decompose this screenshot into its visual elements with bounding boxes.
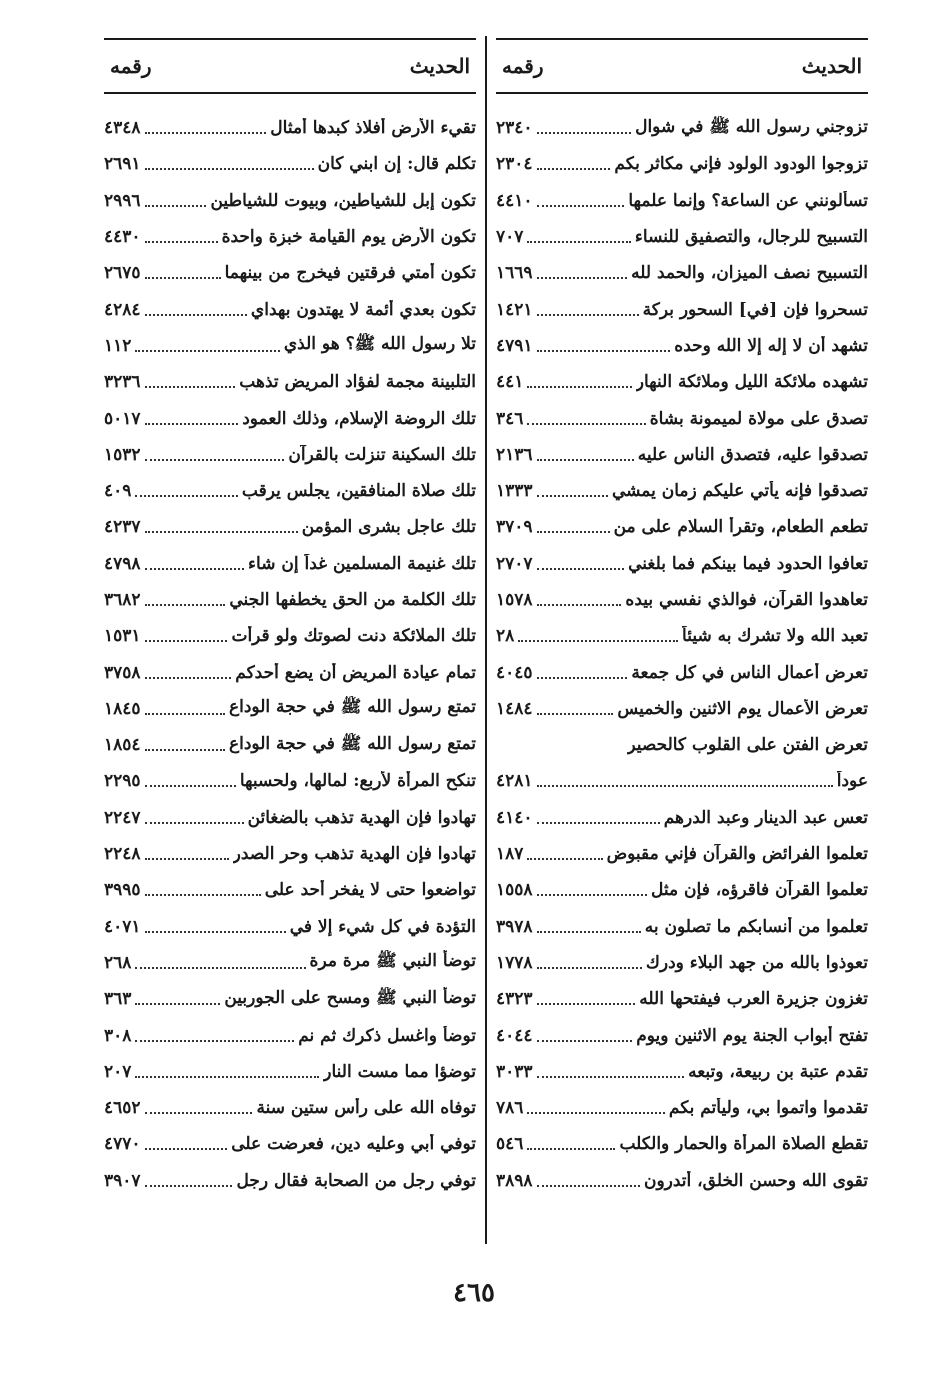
hadith-text: التؤدة في كل شيء إلا في: [289, 916, 476, 937]
leader-dots: [145, 423, 239, 425]
hadith-text: التسبيح نصف الميزان، والحمد لله: [631, 263, 868, 284]
index-entry: [496, 909, 868, 945]
hadith-number: ٣٨٩٨: [496, 1170, 533, 1191]
leader-dots: [135, 1040, 294, 1042]
hadith-number: ٤٠٩: [104, 481, 132, 502]
hadith-text: تصدقوا عليه، فتصدق الناس عليه: [637, 444, 868, 465]
hadith-text: تعوذوا بالله من جهد البلاء ودرك: [645, 952, 868, 973]
leader-dots: [537, 822, 660, 824]
hadith-text: توضأ النبي ﷺ مرة مرة: [309, 951, 476, 972]
hadith-number: ٢٦٨: [104, 952, 132, 973]
hadith-text: تصدقوا فإنه يأتي عليكم زمان يمشي: [611, 481, 868, 502]
leader-dots: [527, 1148, 615, 1150]
hadith-number: ١٨٤٥: [104, 698, 141, 719]
hadith-number: ٢٣٠٤: [496, 154, 533, 175]
hadith-text: التلبينة مجمة لفؤاد المريض تذهب: [239, 372, 476, 393]
hadith-text: تزوجوا الودود الولود فإني مكاثر بكم: [614, 154, 868, 175]
index-entry: [104, 872, 476, 908]
hadith-number: ٣٠٣٣: [496, 1061, 533, 1082]
hadith-number: ٣٩٧٨: [496, 916, 533, 937]
hadith-number: ١٤٢١: [496, 299, 533, 320]
index-entry: [496, 146, 868, 182]
hadith-number: ٢٨: [496, 626, 515, 647]
index-entry: [104, 509, 476, 545]
hadith-number: ١٨٧: [496, 844, 524, 865]
hadith-text: تقدموا واتموا بي، وليأتم بكم: [668, 1098, 868, 1119]
index-entry: [496, 981, 868, 1017]
index-entry: [496, 110, 868, 146]
hadith-text: تلك السكينة تنزلت بالقرآن: [288, 444, 476, 465]
index-entry: [496, 654, 868, 690]
hadith-number: ٤٣٢٣: [496, 989, 533, 1010]
index-entry: [496, 255, 868, 291]
hadith-number: ٤٧٩٨: [104, 553, 141, 574]
leader-dots: [145, 531, 298, 533]
index-entry: [104, 763, 476, 799]
hadith-text: تكون إبل للشياطين، وبيوت للشياطين: [210, 190, 476, 211]
leader-dots: [145, 132, 267, 134]
leader-dots: [537, 314, 639, 316]
leader-dots: [537, 894, 647, 896]
index-entry: [104, 546, 476, 582]
hadith-number: ٧٠٧: [496, 227, 524, 248]
leader-dots: [537, 785, 833, 787]
index-entry: [496, 872, 868, 908]
index-entry: [104, 727, 476, 763]
hadith-text: توفي رجل من الصحابة فقال رجل: [236, 1170, 476, 1191]
hadith-number: ١٥٣٢: [104, 444, 141, 465]
leader-dots: [537, 604, 622, 606]
index-entry: [496, 219, 868, 255]
leader-dots: [537, 277, 628, 279]
right-column-header: [496, 38, 868, 94]
leader-dots: [145, 568, 245, 570]
index-entry: [104, 1090, 476, 1126]
hadith-text: تلك عاجل بشرى المؤمن: [301, 517, 476, 538]
index-entry: [496, 400, 868, 436]
left-column: [104, 38, 476, 1199]
hadith-text: تصدق على مولاة لميمونة بشاة: [649, 408, 868, 429]
index-entry: [496, 473, 868, 509]
hadith-text: تقيء الأرض أفلاذ كبدها أمثال: [270, 118, 476, 139]
leader-dots: [527, 1112, 664, 1114]
hadith-number: ٢٦٧٥: [104, 263, 141, 284]
hadith-number: ٢٢٤٧: [104, 807, 141, 828]
leader-dots: [145, 931, 286, 933]
index-entry: [496, 509, 868, 545]
hadith-number: ٤٠٤٤: [496, 1025, 533, 1046]
leader-dots: [135, 967, 305, 969]
hadith-text: عوداً: [836, 771, 868, 792]
hadith-text: تلك الروضة الإسلام، وذلك العمود: [242, 408, 476, 429]
leader-dots: [145, 677, 232, 679]
index-entry: [496, 1126, 868, 1162]
hadith-number: ٢٧٠٧: [496, 553, 533, 574]
hadith-text: تزوجني رسول الله ﷺ في شوال: [635, 116, 868, 137]
leader-dots: [145, 277, 221, 279]
hadith-text: تلك الكلمة من الحق يخطفها الجني: [229, 590, 476, 610]
index-entry: [496, 291, 868, 327]
hadith-number: ٧٨٦: [496, 1098, 524, 1119]
index-entry: [104, 328, 476, 364]
number-header: رقمه: [502, 54, 544, 78]
hadith-text: تهادوا فإن الهدية تذهب وحر الصدر: [232, 844, 476, 865]
hadith-header: الحديث: [801, 54, 862, 78]
hadith-number: ٢٩٩٦: [104, 190, 141, 211]
hadith-text: تفتح أبواب الجنة يوم الاثنين ويوم: [636, 1025, 868, 1046]
hadith-text: تواضعوا حتى لا يفخر أحد على: [264, 880, 476, 901]
hadith-text: توضأ النبي ﷺ ومسح على الجوربين: [224, 987, 476, 1008]
index-entry: [496, 1017, 868, 1053]
index-entry: [496, 945, 868, 981]
leader-dots: [537, 1003, 636, 1005]
hadith-number: ٣٦٣: [104, 989, 132, 1010]
index-entry: [496, 437, 868, 473]
hadith-text: تهادوا فإن الهدية تذهب بالضغائن: [247, 807, 476, 828]
leader-dots: [135, 1003, 220, 1005]
index-entry: [104, 618, 476, 654]
hadith-text: تغزون جزيرة العرب فيفتحها الله: [639, 989, 868, 1010]
leader-dots: [145, 822, 244, 824]
hadith-number: ٤٤٣٠: [104, 227, 141, 248]
hadith-text: تنكح المرأة لأربع: لمالها، ولحسبها: [239, 771, 476, 792]
hadith-text: تسألونني عن الساعة؟ وإنما علمها: [628, 190, 868, 211]
index-entry: [496, 1090, 868, 1126]
hadith-number: ١٥٥٨: [496, 880, 533, 901]
leader-dots: [145, 640, 228, 642]
leader-dots: [145, 205, 207, 207]
leader-dots: [537, 677, 628, 679]
hadith-number: ٤٤١٠: [496, 190, 533, 211]
leader-dots: [135, 495, 237, 497]
hadith-text: تعافوا الحدود فيما بينكم فما بلغني: [628, 553, 868, 574]
hadith-number: ٢١٣٦: [496, 444, 533, 465]
hadith-text: تكون الأرض يوم القيامة خبزة واحدة: [221, 227, 476, 248]
leader-dots: [537, 459, 634, 461]
leader-dots: [537, 1185, 640, 1187]
index-entry: [104, 400, 476, 436]
hadith-number: ٢٦٩١: [104, 154, 141, 175]
hadith-text: تعرض أعمال الناس في كل جمعة: [631, 662, 868, 683]
leader-dots: [135, 350, 279, 352]
index-entry: [496, 1054, 868, 1090]
hadith-number: ٤٢٨١: [496, 771, 533, 792]
leader-dots: [145, 168, 314, 170]
index-entry: [104, 1017, 476, 1053]
index-entry: [496, 1163, 868, 1199]
leader-dots: [527, 423, 645, 425]
leader-dots: [537, 205, 625, 207]
leader-dots: [527, 858, 602, 860]
index-entry: [104, 110, 476, 146]
index-entry: [104, 1126, 476, 1162]
page-number: ٤٦٥: [453, 1278, 495, 1308]
hadith-text: تسحروا فإن [في] السحور بركة: [642, 299, 868, 320]
left-column-header: [104, 38, 476, 94]
number-header: رقمه: [110, 54, 152, 78]
hadith-text: تشهده ملائكة الليل وملائكة النهار: [635, 372, 868, 393]
leader-dots: [145, 894, 261, 896]
right-column: [496, 38, 868, 1199]
index-entry: [496, 546, 868, 582]
hadith-number: ٤٢٨٤: [104, 299, 141, 320]
leader-dots: [537, 967, 642, 969]
index-entry: [496, 364, 868, 400]
leader-dots: [537, 713, 614, 715]
hadith-number: ١١٢: [104, 335, 132, 356]
index-entry: [104, 473, 476, 509]
hadith-text: توفي أبي وعليه دين، فعرضت على: [231, 1134, 476, 1155]
hadith-number: ٤٢٣٧: [104, 517, 141, 538]
left-column-rows: [104, 110, 476, 1199]
hadith-number: ٤٠٤٥: [496, 662, 533, 683]
leader-dots: [537, 1076, 685, 1078]
index-entry: [104, 800, 476, 836]
index-entry: [496, 183, 868, 219]
hadith-number: ٣٩٠٧: [104, 1170, 141, 1191]
index-entry: [104, 364, 476, 400]
leader-dots: [537, 350, 671, 352]
hadith-text: تقدم عتبة بن ربيعة، وتبعه: [688, 1061, 868, 1082]
leader-dots: [145, 713, 225, 715]
hadith-number: ٢٢٩٥: [104, 771, 141, 792]
leader-dots: [527, 386, 631, 388]
leader-dots: [145, 858, 229, 860]
hadith-number: ٣٤٦: [496, 408, 524, 429]
index-entry: [496, 328, 868, 364]
leader-dots: [145, 1185, 233, 1187]
leader-dots: [145, 314, 247, 316]
index-entry: [104, 1054, 476, 1090]
leader-dots: [527, 241, 631, 243]
leader-dots: [145, 749, 225, 751]
hadith-text: تقوى الله وحسن الخلق، أتدرون: [643, 1170, 868, 1191]
index-entry: [496, 800, 868, 836]
index-entry: [104, 146, 476, 182]
leader-dots: [135, 1076, 319, 1078]
leader-dots: [145, 604, 226, 606]
index-entry: [104, 1163, 476, 1199]
index-entry: [104, 582, 476, 618]
index-entry: [104, 836, 476, 872]
index-entry: [496, 582, 868, 618]
index-entry: [104, 183, 476, 219]
hadith-number: ٤٦٥٢: [104, 1098, 141, 1119]
hadith-text: تعس عبد الدينار وعبد الدرهم: [663, 807, 868, 828]
leader-dots: [537, 168, 611, 170]
leader-dots: [145, 785, 236, 787]
hadith-number: ٣٦٨٢: [104, 590, 141, 610]
index-entry: [104, 909, 476, 945]
hadith-text: تعلموا القرآن فاقرؤه، فإن مثل: [651, 880, 868, 901]
hadith-number: ٣٢٣٦: [104, 372, 141, 393]
hadith-number: ١٦٦٩: [496, 263, 533, 284]
index-entry: [104, 437, 476, 473]
hadith-number: ٣٧٠٩: [496, 517, 533, 538]
hadith-text: تعرض الفتن على القلوب كالحصير: [627, 735, 868, 756]
hadith-text: تلك غنيمة المسلمين غداً إن شاء: [248, 553, 476, 574]
hadith-text: تلك الملائكة دنت لصوتك ولو قرأت: [231, 626, 476, 647]
leader-dots: [145, 241, 218, 243]
hadith-text: تكلم قال: إن ابني كان: [317, 154, 476, 175]
leader-dots: [537, 1040, 633, 1042]
hadith-text: التسبيح للرجال، والتصفيق للنساء: [634, 227, 868, 248]
hadith-text: تمتع رسول الله ﷺ في حجة الوداع: [228, 697, 476, 718]
hadith-number: ٤١٤٠: [496, 807, 533, 828]
leader-dots: [537, 531, 610, 533]
index-entry: [104, 654, 476, 690]
hadith-number: ٢٣٤٠: [496, 118, 533, 139]
hadith-number: ٤٧٧٠: [104, 1134, 141, 1155]
hadith-text: تعاهدوا القرآن، فوالذي نفسي بيده: [625, 590, 868, 610]
index-entry: [496, 618, 868, 654]
hadith-number: ٢٠٧: [104, 1061, 132, 1082]
hadith-number: ١٥٧٨: [496, 590, 533, 610]
hadith-text: تعلموا من أنسابكم ما تصلون به: [644, 916, 868, 937]
hadith-number: ٣٠٨: [104, 1025, 132, 1046]
leader-dots: [145, 459, 285, 461]
hadith-text: توضأ واغسل ذكرك ثم نم: [298, 1025, 476, 1046]
index-entry: [496, 727, 868, 763]
hadith-number: ١٤٨٤: [496, 698, 533, 719]
hadith-text: تمام عيادة المريض أن يضع أحدكم: [235, 662, 476, 683]
leader-dots: [537, 495, 608, 497]
hadith-number: ٤٧٩١: [496, 335, 533, 356]
leader-dots: [537, 931, 641, 933]
hadith-text: تكون بعدي أئمة لا يهتدون بهداي: [250, 299, 476, 320]
hadith-text: تقطع الصلاة المرأة والحمار والكلب: [619, 1134, 868, 1155]
leader-dots: [537, 568, 625, 570]
index-entry: [104, 981, 476, 1017]
index-entry: [104, 219, 476, 255]
column-divider: [485, 36, 487, 1244]
hadith-text: توفاه الله على رأس ستين سنة: [256, 1098, 476, 1119]
hadith-number: ٤٣٤٨: [104, 118, 141, 139]
hadith-number: ٤٤١: [496, 372, 524, 393]
hadith-text: تطعم الطعام، وتقرأ السلام على من: [613, 517, 868, 538]
leader-dots: [145, 386, 236, 388]
right-column-rows: [496, 110, 868, 1199]
leader-dots: [145, 1148, 228, 1150]
hadith-number: ١٧٧٨: [496, 952, 533, 973]
index-entry: [104, 945, 476, 981]
hadith-number: ٣٧٥٨: [104, 662, 141, 683]
hadith-number: ٤٠٧١: [104, 916, 141, 937]
hadith-number: ٣٩٩٥: [104, 880, 141, 901]
leader-dots: [145, 1112, 253, 1114]
hadith-text: تمتع رسول الله ﷺ في حجة الوداع: [228, 733, 476, 754]
hadith-text: تعبد الله ولا تشرك به شيئاً: [682, 626, 868, 647]
hadith-number: ١٥٣١: [104, 626, 141, 647]
index-entry: [496, 763, 868, 799]
hadith-text: تعرض الأعمال يوم الاثنين والخميس: [617, 698, 868, 719]
hadith-number: ٥٠١٧: [104, 408, 141, 429]
hadith-number: ١٨٥٤: [104, 735, 141, 756]
hadith-text: تلك صلاة المنافقين، يجلس يرقب: [241, 481, 476, 502]
hadith-number: ١٣٣٣: [496, 481, 533, 502]
index-entry: [496, 691, 868, 727]
index-entry: [104, 691, 476, 727]
index-entry: [104, 291, 476, 327]
leader-dots: [518, 640, 678, 642]
hadith-text: توضؤا مما مست النار: [323, 1061, 476, 1082]
hadith-text: تشهد أن لا إله إلا الله وحده: [674, 335, 868, 356]
hadith-text: تعلموا الفرائض والقرآن فإني مقبوض: [606, 844, 868, 865]
leader-dots: [537, 132, 632, 134]
index-entry: [496, 836, 868, 872]
index-entry: [104, 255, 476, 291]
hadith-number: ٢٢٤٨: [104, 844, 141, 865]
hadith-header: الحديث: [409, 54, 470, 78]
hadith-text: تلا رسول الله ﷺ؟ هو الذي: [283, 334, 476, 355]
hadith-number: ٥٤٦: [496, 1134, 524, 1155]
hadith-text: تكون أمتي فرقتين فيخرج من بينهما: [224, 263, 476, 284]
